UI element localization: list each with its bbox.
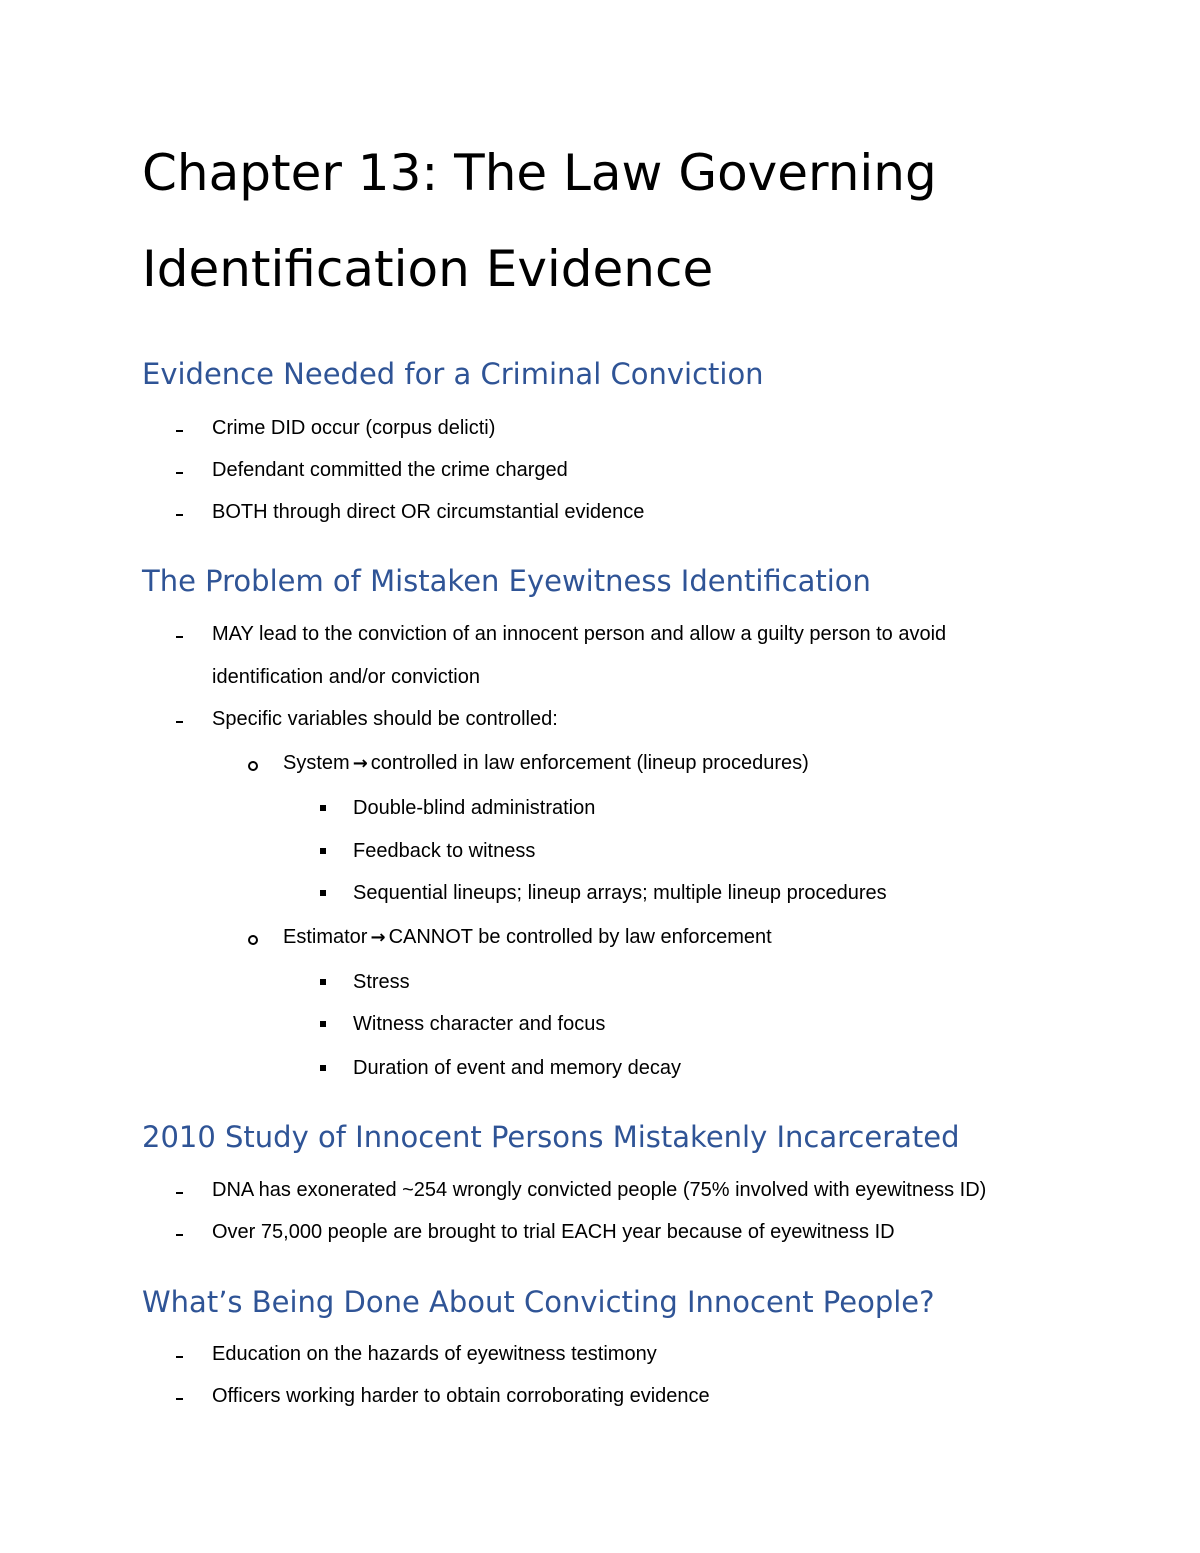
dash-bullet-icon [176, 1192, 183, 1194]
page-title-line-1: Chapter 13: The Law Governing [142, 144, 937, 202]
circle-bullet-icon [248, 761, 258, 771]
sub-sub-list-item: Duration of event and memory decay [353, 1057, 681, 1079]
square-bullet-icon [320, 890, 326, 896]
dash-bullet-icon [176, 636, 183, 638]
list-item-continuation: identification and/or conviction [212, 666, 480, 688]
page-title-line-2: Identification Evidence [142, 240, 714, 298]
dash-bullet-icon [176, 1356, 183, 1358]
estimator-text: CANNOT be controlled by law enforcement [388, 926, 772, 948]
dash-bullet-icon [176, 430, 183, 432]
dash-bullet-icon [176, 514, 183, 516]
square-bullet-icon [320, 979, 326, 985]
list-item: Specific variables should be controlled: [212, 708, 558, 730]
section-heading-whats-being-done: What’s Being Done About Convicting Innocent People? [142, 1285, 935, 1319]
list-item: Crime DID occur (corpus delicti) [212, 417, 496, 439]
list-item: MAY lead to the conviction of an innocent person and allow a guilty person to avoid [212, 623, 947, 645]
square-bullet-icon [320, 805, 326, 811]
list-item: Education on the hazards of eyewitness testimony [212, 1343, 657, 1365]
sub-sub-list-item: Stress [353, 971, 410, 993]
sub-list-item-system [283, 753, 809, 773]
circle-bullet-icon [248, 935, 258, 945]
square-bullet-icon [320, 1021, 326, 1027]
section-heading-mistaken-identification: The Problem of Mistaken Eyewitness Identification [142, 564, 871, 598]
sub-sub-list-item: Sequential lineups; lineup arrays; multiple lineup procedures [353, 882, 887, 904]
sub-sub-list-item: Double-blind administration [353, 797, 596, 819]
list-item: BOTH through direct OR circumstantial evidence [212, 501, 645, 523]
sub-list-item-estimator [283, 927, 772, 947]
sub-sub-list-item: Witness character and focus [353, 1013, 606, 1035]
list-item: DNA has exonerated ~254 wrongly convicted people (75% involved with eyewitness ID) [212, 1179, 987, 1201]
list-item: Defendant committed the crime charged [212, 459, 568, 481]
list-item: Over 75,000 people are brought to trial EACH year because of eyewitness ID [212, 1221, 895, 1243]
sub-sub-list-item: Feedback to witness [353, 840, 536, 862]
right-arrow-icon: → [370, 927, 386, 948]
square-bullet-icon [320, 1065, 326, 1071]
section-heading-evidence-needed: Evidence Needed for a Criminal Conviction [142, 357, 764, 391]
dash-bullet-icon [176, 472, 183, 474]
right-arrow-icon: → [352, 753, 368, 774]
dash-bullet-icon [176, 721, 183, 723]
dash-bullet-icon [176, 1234, 183, 1236]
dash-bullet-icon [176, 1398, 183, 1400]
list-item: Officers working harder to obtain corroborating evidence [212, 1385, 710, 1407]
section-heading-2010-study: 2010 Study of Innocent Persons Mistakenly Incarcerated [142, 1120, 960, 1154]
system-text: controlled in law enforcement (lineup procedures) [370, 752, 809, 774]
system-label: System [283, 752, 350, 774]
square-bullet-icon [320, 848, 326, 854]
estimator-label: Estimator [283, 926, 368, 948]
